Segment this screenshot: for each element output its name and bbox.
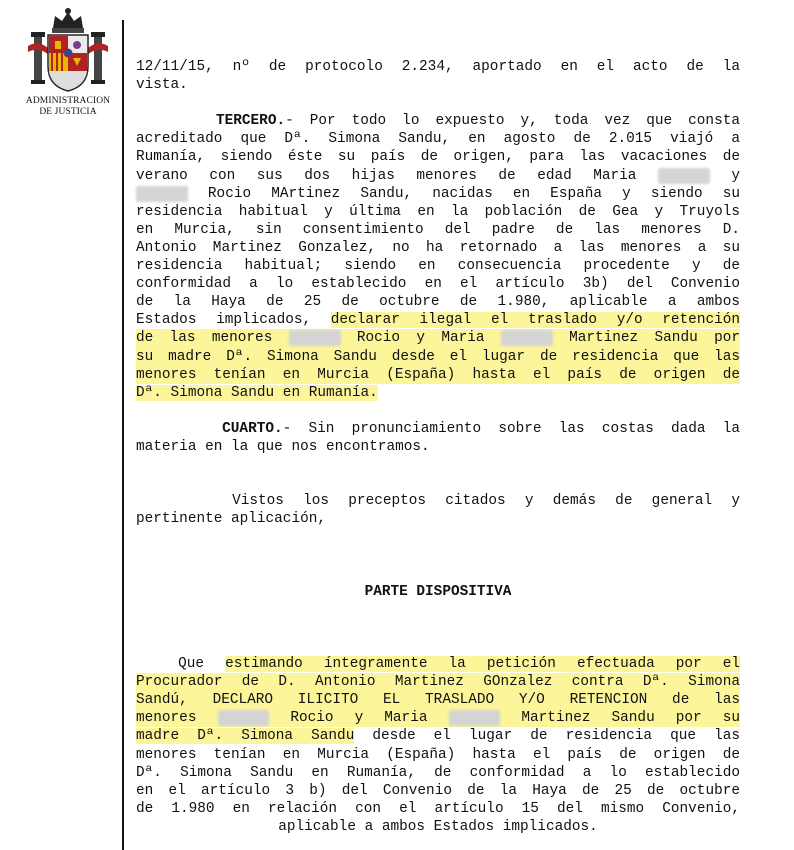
document-body	[136, 58, 740, 836]
redaction	[136, 186, 188, 202]
fallo-line: menores Rocio y Maria Martinez Sandu por su	[136, 710, 740, 727]
tercero-line: Estados implicados, declarar ilegal el traslado y/o retención	[136, 312, 740, 329]
tercero-line: residencia habitual; siendo en consecuencia procedente y de	[136, 258, 740, 275]
cuarto-line: CUARTO.- Sin pronunciamiento sobre las costas dada la	[222, 420, 741, 437]
tercero-line: Rumanía, siendo éste su país de origen, para las vacaciones de	[136, 149, 740, 166]
logo-text-line2: DE JUSTICIA	[39, 107, 97, 117]
redaction	[501, 330, 553, 346]
tercero-line: acreditado que Dª. Simona Sandu, en agosto de 2.015 viajó a	[136, 131, 740, 148]
cuarto-line: materia en la que nos encontramos.	[136, 438, 430, 455]
tercero-line: verano con sus dos hijas menores de edad Maria y	[136, 167, 740, 184]
tercero-line: residencia habitual y última en la población de Gea y Truyols	[136, 203, 740, 220]
tercero-line: Rocio MArtinez Sandu, nacidas en España y siendo su	[136, 185, 740, 203]
tercero-line: Dª. Simona Sandu en Rumanía.	[136, 384, 378, 401]
logo-block	[18, 4, 118, 118]
vistos-line: Vistos los preceptos citados y demás de general y	[232, 493, 740, 510]
tercero-line: de la Haya de 25 de octubre de 1.980, aplicable a ambos	[136, 294, 740, 311]
tercero-line: en Murcia, sin consentimiento del padre de las menores D.	[136, 221, 740, 238]
highlight: estimando íntegramente la petición efectuada por el	[225, 656, 740, 673]
tercero-line: conformidad a lo establecido en el artículo 3b) del Convenio	[136, 276, 740, 293]
fallo-line: Dª. Simona Sandu en Rumanía, de conformidad a lo establecido	[136, 764, 740, 781]
tercero-line: su madre Dª. Simona Sandu desde el lugar de residencia que las	[136, 348, 740, 365]
tercero-line: de las menores Rocio y Maria Martinez Sandu por	[136, 330, 740, 347]
redaction	[449, 710, 501, 726]
highlight: madre Dª. Simona Sandu	[136, 728, 355, 745]
redaction	[658, 168, 710, 184]
margin-rule	[122, 20, 124, 850]
tercero-line: Antonio Martinez Gonzalez, no ha retornado a las menores a su	[136, 239, 740, 256]
fallo-line: aplicable a ambos Estados implicados.	[278, 818, 598, 835]
vistos-line: pertinente aplicación,	[136, 511, 326, 528]
fallo-line: en el artículo 3 b) del Convenio de la Haya de 25 de octubre	[136, 782, 740, 799]
redaction	[289, 330, 341, 346]
fallo-line: Que estimando íntegramente la petición efectuada por el	[178, 656, 740, 673]
redaction	[218, 710, 270, 726]
cuarto-heading: CUARTO.	[222, 420, 283, 437]
tercero-line: menores tenían en Murcia (España) hasta el país de origen de	[136, 366, 740, 383]
fallo-line: menores tenían en Murcia (España) hasta el país de origen de	[136, 746, 740, 763]
coat-of-arms-icon	[22, 4, 114, 96]
para1-line: vista.	[136, 77, 188, 94]
tercero-line: TERCERO.- Por todo lo expuesto y, toda vez que consta	[216, 113, 740, 130]
fallo-line: de 1.980 en relación con el artículo 15 del mismo Convenio,	[136, 800, 740, 817]
section-title: PARTE DISPOSITIVA	[364, 583, 512, 600]
logo-text-line1: ADMINISTRACION	[25, 96, 111, 106]
para1-line: 12/11/15, nº de protocolo 2.234, aportado en el acto de la	[136, 59, 740, 75]
fallo-line: Procurador de D. Antonio Martinez GOnzalez contra Dª. Simona	[136, 674, 740, 691]
fallo-line: Sandú, DECLARO ILICITO EL TRASLADO Y/O RETENCION de las	[136, 692, 740, 709]
fallo-line: madre Dª. Simona Sandu desde el lugar de residencia que las	[136, 728, 740, 745]
tercero-heading: TERCERO.	[216, 113, 286, 130]
highlight: declarar ilegal el traslado y/o retención	[330, 312, 740, 329]
